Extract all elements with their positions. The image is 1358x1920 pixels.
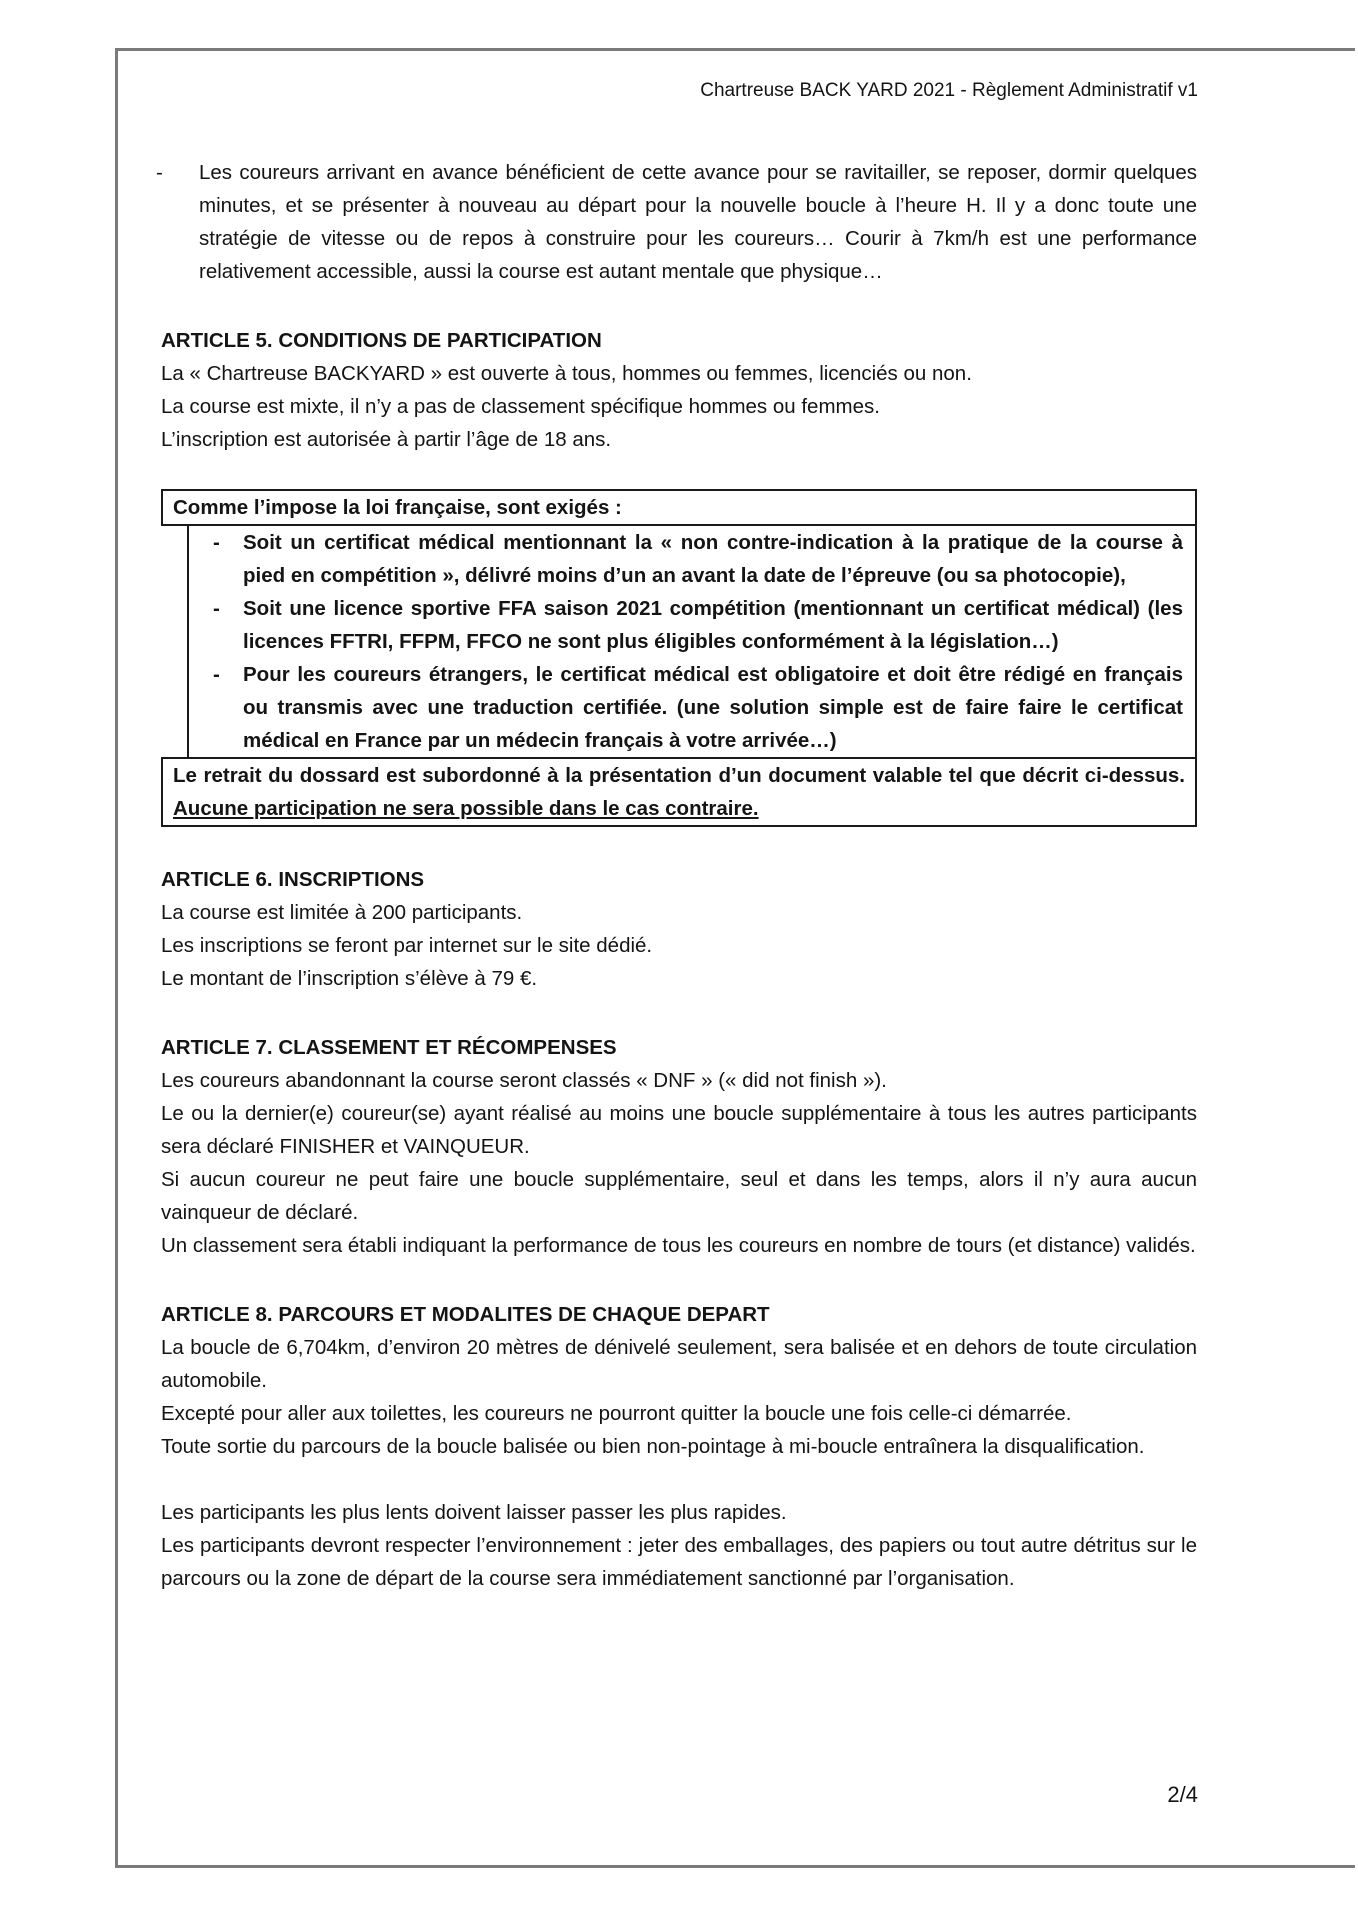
intro-list-item xyxy=(156,156,1197,288)
article-6-line: Les inscriptions se feront par internet sur le site dédié. xyxy=(161,934,653,957)
requirement-item xyxy=(199,592,1183,658)
requirements-list xyxy=(187,526,1197,757)
requirement-item xyxy=(199,658,1183,757)
page-header: Chartreuse BACK YARD 2021 - Règlement Administratif v1 xyxy=(700,80,1198,101)
article-6 xyxy=(161,863,1197,995)
requirement-text: Pour les coureurs étrangers, le certificat médical est obligatoire et doit être rédigé en français ou transmis avec une traduction certifiée. (une solution simple est de faire faire le certificat médical en France par un médecin français à votre arrivée…) xyxy=(243,663,1183,752)
article-6-line: La course est limitée à 200 participants. xyxy=(161,901,523,924)
article-8-line: Excepté pour aller aux toilettes, les coureurs ne pourront quitter la boucle une fois celle-ci démarrée. xyxy=(161,1402,1072,1425)
article-5-line: L’inscription est autorisée à partir l’âge de 18 ans. xyxy=(161,428,612,451)
page-number: 2/4 xyxy=(1167,1782,1198,1807)
article-8-line: La boucle de 6,704km, d’environ 20 mètres de dénivelé seulement, sera balisée et en dehors de toute circulation automobile. xyxy=(161,1336,1197,1392)
requirement-item xyxy=(199,526,1183,592)
article-5-line: La « Chartreuse BACKYARD » est ouverte à tous, hommes ou femmes, licenciés ou non. xyxy=(161,362,972,385)
article-7-line: Si aucun coureur ne peut faire une boucle supplémentaire, seul et dans les temps, alors il n’y aura aucun vainqueur de déclaré. xyxy=(161,1168,1197,1224)
article-5-title: ARTICLE 5. CONDITIONS DE PARTICIPATION xyxy=(161,329,602,352)
document-body xyxy=(156,156,1197,1595)
requirement-text: Soit un certificat médical mentionnant la « non contre-indication à la pratique de la course à pied en compétition », délivré moins d’un an avant la date de l’épreuve (ou sa photocopie), xyxy=(243,531,1183,587)
dash-bullet: - xyxy=(213,663,220,686)
requirements-box xyxy=(161,489,1197,827)
article-7-line: Les coureurs abandonnant la course seront classés « DNF » (« did not finish »). xyxy=(161,1069,887,1092)
dash-bullet: - xyxy=(213,531,220,554)
dash-bullet: - xyxy=(213,597,220,620)
requirement-text: Soit une licence sportive FFA saison 2021 compétition (mentionnant un certificat médical) (les licences FFTRI, FFPM, FFCO ne sont plus éligibles conformément à la législation…) xyxy=(243,597,1183,653)
bib-pickup-note: Le retrait du dossard est subordonné à la présentation d’un document valable tel que décrit ci-dessus. xyxy=(173,764,1185,787)
article-8-line: Les participants les plus lents doivent laisser passer les plus rapides. xyxy=(161,1501,787,1524)
article-8-line: Toute sortie du parcours de la boucle balisée ou bien non-pointage à mi-boucle entraînera la disqualification. xyxy=(161,1435,1145,1458)
article-8-title: ARTICLE 8. PARCOURS ET MODALITES DE CHAQUE DEPART xyxy=(161,1303,770,1326)
dash-bullet: - xyxy=(156,161,163,184)
article-8-line: Les participants devront respecter l’environnement : jeter des emballages, des papiers ou tout autre détritus sur le parcours ou la zone de départ de la course sera immédiatement sanctionné par l’organisation. xyxy=(161,1534,1197,1590)
article-5-line: La course est mixte, il n’y a pas de classement spécifique hommes ou femmes. xyxy=(161,395,880,418)
requirements-box-footer xyxy=(161,757,1197,827)
article-7 xyxy=(161,1031,1197,1262)
paragraph-spacer xyxy=(161,1463,1197,1496)
article-7-line: Un classement sera établi indiquant la performance de tous les coureurs en nombre de tours (et distance) validés. xyxy=(161,1234,1196,1257)
article-6-title: ARTICLE 6. INSCRIPTIONS xyxy=(161,868,425,891)
requirements-box-heading: Comme l’impose la loi française, sont exigés : xyxy=(161,489,1197,526)
article-6-line: Le montant de l’inscription s’élève à 79 €. xyxy=(161,967,538,990)
article-7-title: ARTICLE 7. CLASSEMENT ET RÉCOMPENSES xyxy=(161,1036,617,1059)
article-8 xyxy=(161,1298,1197,1595)
no-participation-warning: Aucune participation ne sera possible dans le cas contraire. xyxy=(173,797,759,820)
intro-text: Les coureurs arrivant en avance bénéficient de cette avance pour se ravitailler, se reposer, dormir quelques minutes, et se présenter à nouveau au départ pour la nouvelle boucle à l’heure H. Il y a donc toute une stratégie de vitesse ou de repos à construire pour les coureurs… Courir à 7km/h est une performance relativement accessible, aussi la course est autant mentale que physique… xyxy=(199,161,1197,283)
article-5 xyxy=(161,324,1197,827)
article-7-line: Le ou la dernier(e) coureur(se) ayant réalisé au moins une boucle supplémentaire à tous les autres participants sera déclaré FINISHER et VAINQUEUR. xyxy=(161,1102,1197,1158)
